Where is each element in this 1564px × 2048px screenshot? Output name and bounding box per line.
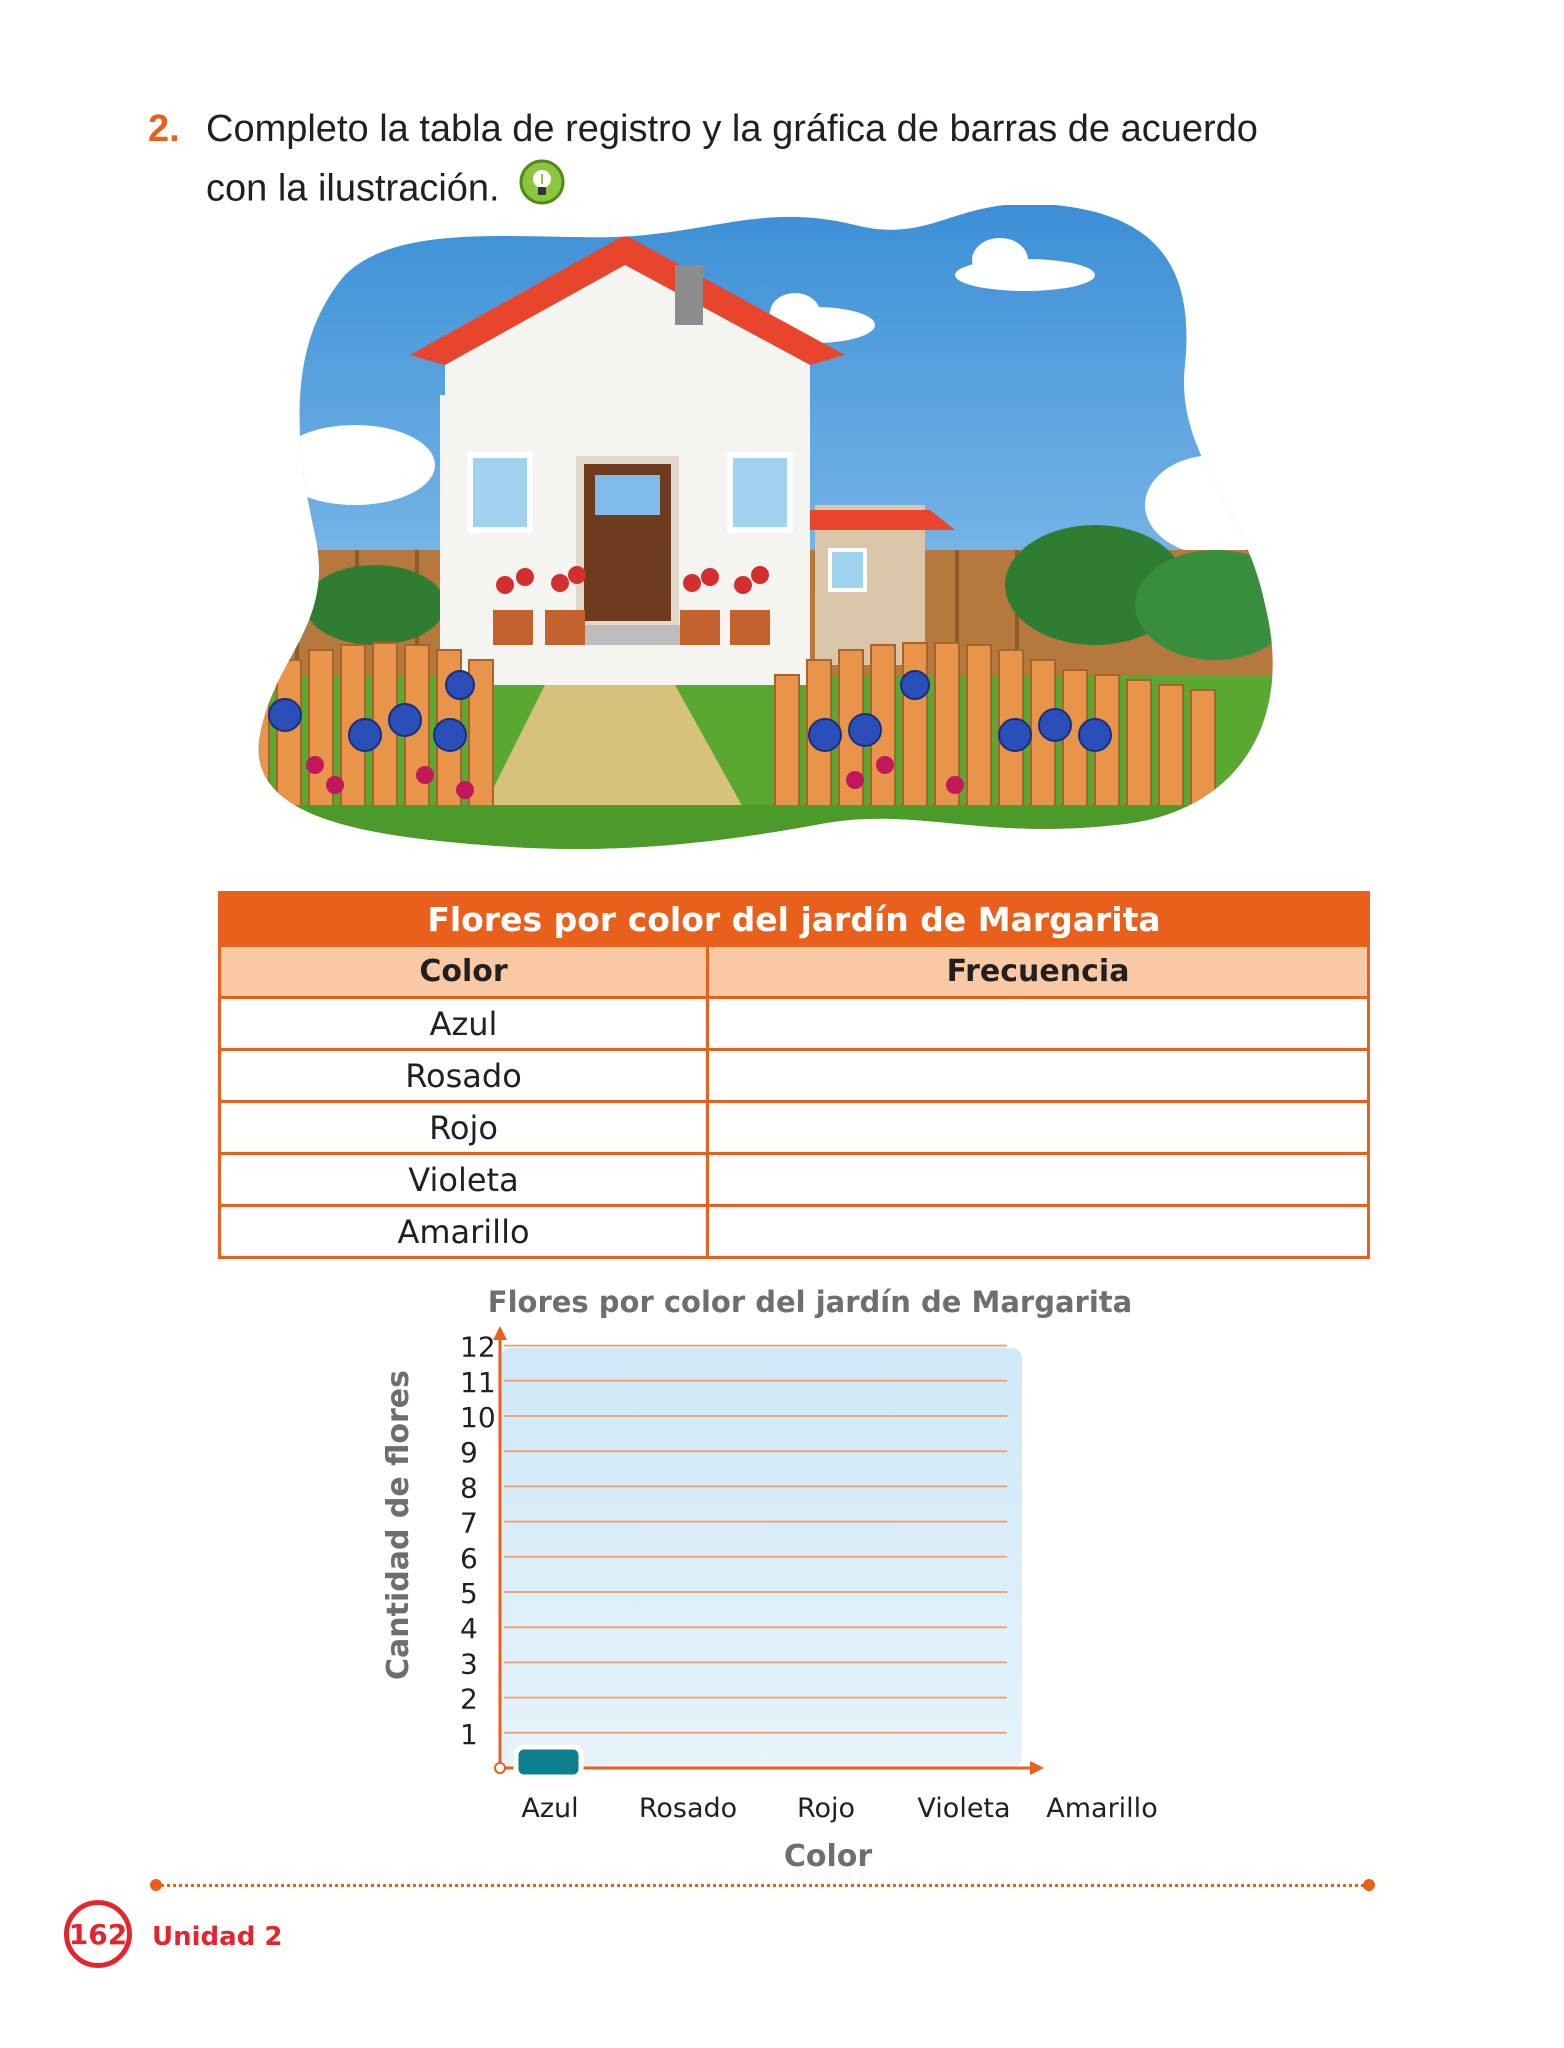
column-header-frequency: Frecuencia xyxy=(708,946,1369,998)
y-tick-label: 9 xyxy=(460,1436,478,1470)
footer-divider-dot-left xyxy=(150,1879,162,1891)
plot-area xyxy=(500,1348,1022,1768)
y-tick-label: 10 xyxy=(460,1401,496,1434)
bar-chart-svg xyxy=(360,1270,1200,1890)
column-header-color: Color xyxy=(220,946,708,998)
frequency-input-cell[interactable] xyxy=(708,1154,1369,1206)
y-tick-label: 2 xyxy=(460,1682,478,1716)
frequency-input-cell[interactable] xyxy=(708,1206,1369,1258)
exercise-number: 2. xyxy=(148,108,180,150)
y-tick-label: 8 xyxy=(460,1471,478,1505)
frequency-table xyxy=(218,891,1370,1259)
y-tick-label: 12 xyxy=(460,1330,496,1364)
footer-divider-dot-right xyxy=(1363,1879,1375,1891)
x-tick-label: Rosado xyxy=(638,1793,738,1824)
x-tick-label: Rojo xyxy=(796,1793,856,1824)
table-row xyxy=(220,1154,1369,1206)
instruction-line-1: Completo la tabla de registro y la gráfica de barras de acuerdo xyxy=(206,108,1258,150)
x-tick-label: Violeta xyxy=(917,1793,1011,1824)
y-tick-label: 1 xyxy=(460,1717,478,1751)
table-row xyxy=(220,1050,1369,1102)
frequency-input-cell[interactable] xyxy=(708,998,1369,1050)
y-tick-label: 4 xyxy=(460,1612,478,1646)
table-row xyxy=(220,1206,1369,1258)
table-title: Flores por color del jardín de Margarita xyxy=(220,893,1369,946)
x-tick-label: Amarillo xyxy=(1046,1793,1158,1824)
frequency-input-cell[interactable] xyxy=(708,1102,1369,1154)
bar-chart xyxy=(360,1270,1200,1890)
table-row xyxy=(220,1102,1369,1154)
y-tick-label: 11 xyxy=(460,1365,496,1399)
bar-marker-azul xyxy=(516,1747,581,1777)
color-cell: Rosado xyxy=(220,1050,708,1102)
y-tick-label: 3 xyxy=(460,1647,478,1681)
unit-label: Unidad 2 xyxy=(152,1922,283,1952)
axis-origin xyxy=(495,1763,505,1773)
footer-divider xyxy=(155,1884,1370,1887)
x-axis-arrow xyxy=(1030,1761,1044,1775)
color-cell: Azul xyxy=(220,998,708,1050)
x-axis-label: Color xyxy=(783,1839,873,1874)
x-tick-label: Azul xyxy=(521,1793,579,1824)
color-cell: Amarillo xyxy=(220,1206,708,1258)
color-cell: Violeta xyxy=(220,1154,708,1206)
house-garden-illustration xyxy=(255,205,1305,875)
y-tick-label: 5 xyxy=(460,1577,478,1610)
frequency-input-cell[interactable] xyxy=(708,1050,1369,1102)
table-row xyxy=(220,998,1369,1050)
chart-title: Flores por color del jardín de Margarita xyxy=(487,1285,1133,1319)
page-number: 162 xyxy=(64,1900,132,1968)
y-axis-label: Cantidad de flores xyxy=(381,1370,416,1680)
color-cell: Rojo xyxy=(220,1102,708,1154)
y-tick-label: 7 xyxy=(460,1506,478,1540)
y-tick-label: 6 xyxy=(460,1541,478,1575)
instruction-line-2: con la ilustración. xyxy=(206,167,500,210)
